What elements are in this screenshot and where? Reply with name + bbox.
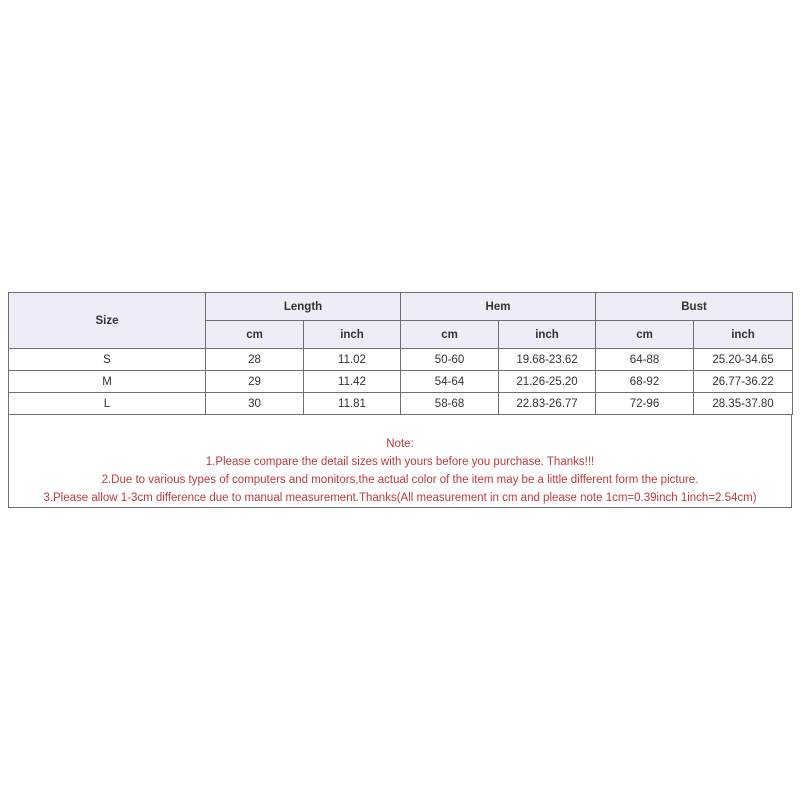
unit-header: cm — [206, 321, 304, 349]
size-cell: S — [9, 349, 206, 371]
notes-box — [8, 415, 792, 508]
bust-header: Bust — [596, 293, 793, 321]
table-row — [9, 393, 793, 415]
bust-cm-cell: 68-92 — [596, 371, 694, 393]
unit-header: inch — [694, 321, 793, 349]
unit-header: cm — [401, 321, 499, 349]
size-table — [8, 292, 793, 415]
hem-cm-cell: 54-64 — [401, 371, 499, 393]
hem-cm-cell: 50-60 — [401, 349, 499, 371]
note-line: 3.Please allow 1-3cm difference due to manual measurement.Thanks(All measurement in cm and please note 1cm=0.39inch 1inch=2.54cm) — [43, 492, 757, 504]
note-title: Note: — [386, 438, 414, 450]
table-row — [9, 349, 793, 371]
bust-inch-cell: 28.35-37.80 — [694, 393, 793, 415]
bust-inch-cell: 25.20-34.65 — [694, 349, 793, 371]
length-header: Length — [206, 293, 401, 321]
hem-inch-cell: 21.26-25.20 — [499, 371, 596, 393]
length-inch-cell: 11.42 — [304, 371, 401, 393]
hem-cm-cell: 58-68 — [401, 393, 499, 415]
header-row-groups — [9, 293, 793, 321]
size-header: Size — [9, 293, 206, 349]
length-cm-cell: 30 — [206, 393, 304, 415]
unit-header: cm — [596, 321, 694, 349]
size-cell: L — [9, 393, 206, 415]
bust-cm-cell: 72-96 — [596, 393, 694, 415]
hem-inch-cell: 19.68-23.62 — [499, 349, 596, 371]
note-line: 1.Please compare the detail sizes with yours before you purchase. Thanks!!! — [205, 456, 595, 468]
length-inch-cell: 11.02 — [304, 349, 401, 371]
note-line: 2.Due to various types of computers and monitors,the actual color of the item may be a little different form the picture. — [101, 474, 699, 486]
length-inch-cell: 11.81 — [304, 393, 401, 415]
size-cell: M — [9, 371, 206, 393]
hem-header: Hem — [401, 293, 596, 321]
length-cm-cell: 28 — [206, 349, 304, 371]
table-row — [9, 371, 793, 393]
hem-inch-cell: 22.83-26.77 — [499, 393, 596, 415]
size-chart — [8, 292, 792, 508]
bust-inch-cell: 26.77-36.22 — [694, 371, 793, 393]
length-cm-cell: 29 — [206, 371, 304, 393]
unit-header: inch — [304, 321, 401, 349]
unit-header: inch — [499, 321, 596, 349]
bust-cm-cell: 64-88 — [596, 349, 694, 371]
